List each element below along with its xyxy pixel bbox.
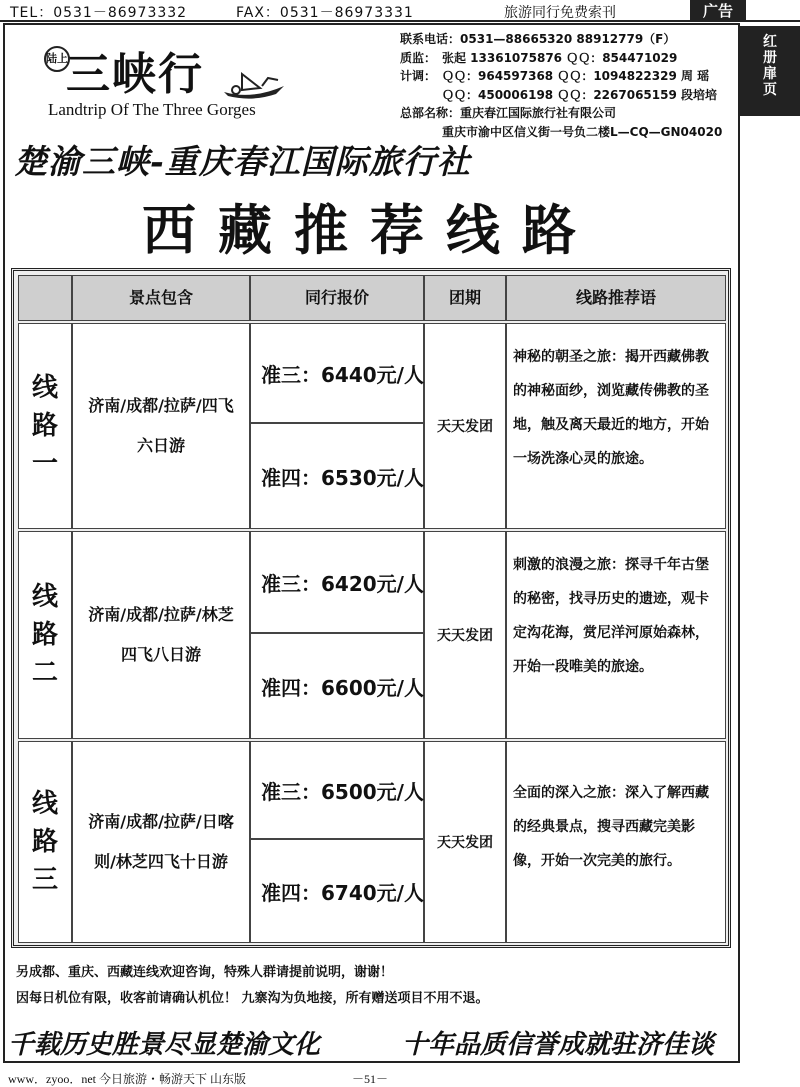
price-standard-three: 准三：6420元/人 (250, 531, 424, 633)
index-note: 旅游同行免费索刊 (504, 5, 616, 21)
contact-block (400, 30, 735, 142)
route-destinations: 济南/成都/拉萨/四飞 六日游 (72, 323, 250, 529)
side-tab-char: 扉 (763, 66, 777, 82)
price-standard-four: 准四：6600元/人 (250, 633, 424, 739)
boat-icon (222, 68, 286, 102)
price-standard-four: 准四：6530元/人 (250, 423, 424, 529)
price-standard-three: 准三：6500元/人 (250, 741, 424, 839)
company-logo (44, 38, 290, 124)
fax-number: FAX：0531－86973331 (236, 5, 414, 21)
contact-row: 重庆市渝中区信义街一号负二楼L—CQ—GN04020 (442, 124, 723, 139)
contact-row: 质监： 张起 13361075876 ＱＱ：854471029 (400, 50, 678, 65)
table-header-price: 同行报价 (250, 275, 424, 321)
fax-underline (232, 20, 432, 21)
note-line: 另成都、重庆、西藏连线欢迎咨询，特殊人群请提前说明，谢谢！ (16, 965, 394, 980)
top-bar (0, 0, 800, 22)
route-description: 刺激的浪漫之旅：探寻千年古堡 的秘密，找寻历史的遗迹，观卡 定沟花海，赏尼洋河原始森林， 开始一段唯美的旅途。 (506, 531, 726, 739)
page-footer (0, 1068, 800, 1086)
side-tab-char: 页 (763, 82, 777, 98)
table-header-dates: 团期 (424, 275, 506, 321)
table-header-sights: 景点包含 (72, 275, 250, 321)
logo-name: 三峡行 (66, 49, 204, 100)
price-standard-four: 准四：6740元/人 (250, 839, 424, 943)
route-name: 线 路 三 (18, 741, 72, 943)
contact-row: 总部名称： 重庆春江国际旅行社有限公司 (400, 106, 617, 121)
route-name: 线 路 二 (18, 531, 72, 739)
tel-underline (0, 20, 215, 21)
tour-dates: 天天发团 (424, 531, 506, 739)
table-header-desc: 线路推荐语 (506, 275, 726, 321)
tour-dates: 天天发团 (424, 741, 506, 943)
table-header-blank (18, 275, 72, 321)
agency-slogan: 楚渝三峡-重庆春江国际旅行社 (14, 142, 471, 181)
tel-number: TEL：0531－86973332 (10, 5, 188, 21)
bottom-slogan-left: 千载历史胜景尽显楚渝文化 (8, 1030, 321, 1060)
price-standard-three: 准三：6440元/人 (250, 323, 424, 423)
side-tab-char: 红 (763, 34, 777, 50)
side-tab (740, 26, 800, 116)
side-tab-char: 册 (763, 50, 777, 66)
route-name: 线 路 一 (18, 323, 72, 529)
tour-dates: 天天发团 (424, 323, 506, 529)
page-title: 西藏推荐线路 (142, 198, 598, 262)
contact-row: ＱＱ：450006198 ＱＱ：2267065159 段培培 (442, 87, 717, 102)
page-number: －51－ (352, 1072, 389, 1086)
route-description: 神秘的朝圣之旅：揭开西藏佛教 的神秘面纱，浏览藏传佛教的圣 地，触及离天最近的地方，开始 一场洗涤心灵的旅途。 (506, 323, 726, 529)
contact-row: 联系电话： 0531—88665320 88912779（F） (400, 32, 676, 46)
routes-table (11, 268, 731, 948)
bottom-slogan-right: 十年品质信誉成就驻济佳谈 (402, 1030, 715, 1060)
route-destinations: 济南/成都/拉萨/林芝 四飞八日游 (72, 531, 250, 739)
logo-badge: 陆上 (44, 46, 70, 72)
ad-badge: 广告 (690, 0, 746, 22)
contact-row: 计调： ＱＱ：964597368 ＱＱ：1094822329 周 瑶 (400, 69, 710, 84)
footer-site: www．zyoo．net 今日旅游・畅游天下 山东版 (8, 1072, 246, 1086)
logo-english: Landtrip Of The Three Gorges (48, 100, 256, 119)
route-destinations: 济南/成都/拉萨/日喀 则/林芝四飞十日游 (72, 741, 250, 943)
notes (16, 960, 489, 1012)
note-line: 因每日机位有限，收客前请确认机位！ 九寨沟为负地接，所有赠送项目不用不退。 (16, 991, 489, 1006)
route-description: 全面的深入之旅：深入了解西藏 的经典景点，搜寻西藏完美影 像，开始一次完美的旅行。 (506, 741, 726, 943)
